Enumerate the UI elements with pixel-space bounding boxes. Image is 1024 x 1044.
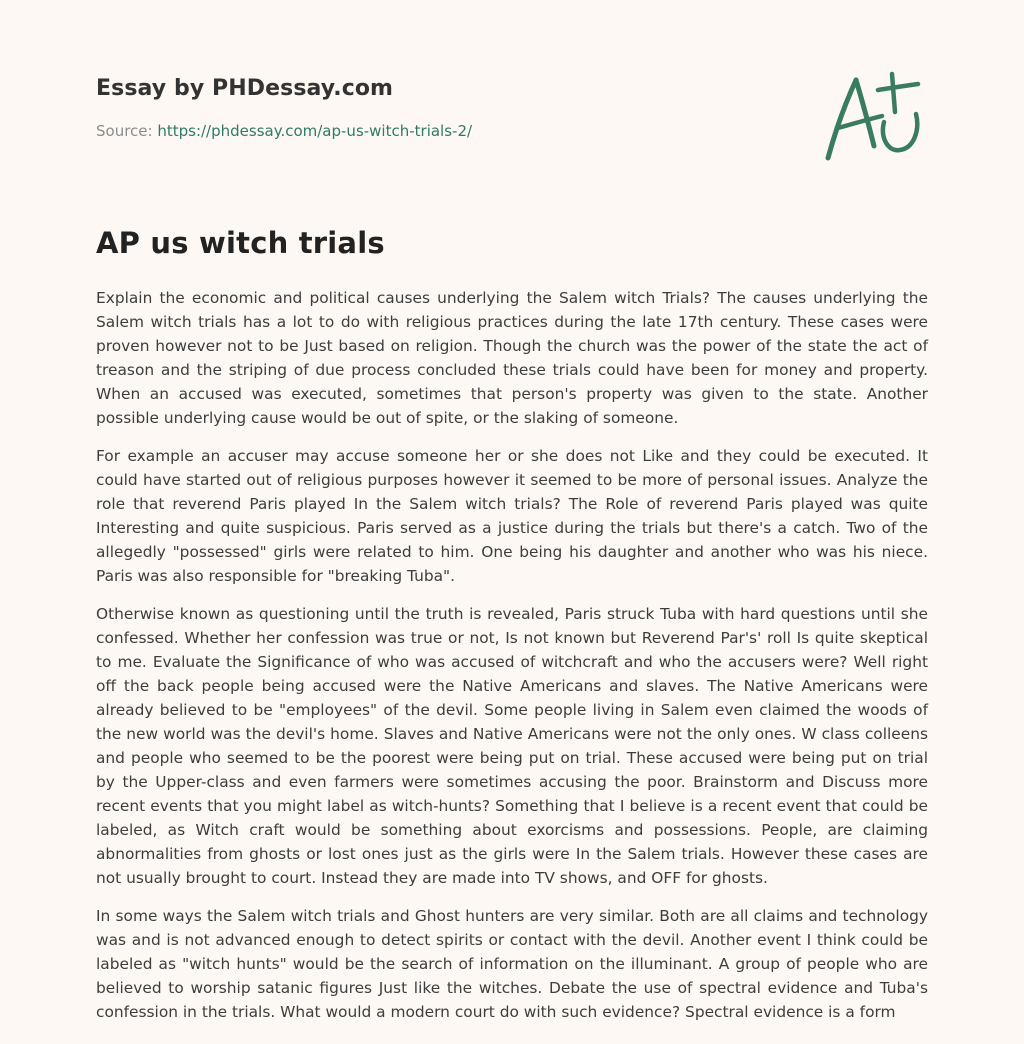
essay-paragraph-1: Explain the economic and political causes underlying the Salem witch Trials? The causes underlying the Salem witch trials has a lot to do with religious practices during the late 17th century. These cases were proven however not to be Just based on religion. Though the church was the power of the state the act of treason and the striping of due process concluded these trials could have been for money and property. When an accused was executed, sometimes that person's property was given to the state. Another possible underlying cause would be out of spite, or the slaking of someone.	[96, 289, 928, 427]
essay-body	[96, 286, 928, 1038]
document-header	[96, 76, 696, 140]
source-label: Source:	[96, 122, 158, 140]
essay-paragraph-2: For example an accuser may accuse someone her or she does not Like and they could be executed. It could have started out of religious purposes however it seemed to be more of personal issues. Analyze the role that reverend Paris played In the Salem witch trials? The Role of reverend Paris played was quite Interesting and quite suspicious. Paris served as a justice during the trials but there's a catch. Two of the allegedly "possessed" girls were related to him. One being his daughter and another who was his niece. Paris was also responsible for "breaking Tuba".	[96, 447, 928, 585]
source-line	[96, 122, 696, 140]
source-link[interactable]: https://phdessay.com/ap-us-witch-trials-2/	[157, 122, 473, 140]
a-plus-logo-icon	[818, 66, 930, 166]
essay-title: AP us witch trials	[96, 226, 385, 260]
essay-paragraph-3: Otherwise known as questioning until the truth is revealed, Paris struck Tuba with hard questions until she confessed. Whether her confession was true or not, Is not known but Reverend Par's' roll Is quite skeptical to me. Evaluate the Significance of who was accused of witchcraft and who the accusers were? Well right off the back people being accused were the Native Americans and slaves. The Native Americans were already believed to be "employees" of the devil. Some people living in Salem even claimed the woods of the new world was the devil's home. Slaves and Native Americans were not the only ones. W class colleens and people who seemed to be the poorest were being put on trial. These accused were being put on trial by the Upper-class and even farmers were sometimes accusing the poor. Brainstorm and Discuss more recent events that you might label as witch-hunts? Something that I believe is a recent event that could be labeled, as Witch craft would be something about exorcisms and possessions. People, are claiming abnormalities from ghosts or lost ones just as the girls were In the Salem trials. However these cases are not usually brought to court. Instead they are made into TV shows, and OFF for ghosts.	[96, 605, 928, 887]
brand-name: Essay by PHDessay.com	[96, 76, 394, 101]
essay-paragraph-4: In some ways the Salem witch trials and Ghost hunters are very similar. Both are all claims and technology was and is not advanced enough to detect spirits or contact with the devil. Another event I think could be labeled as "witch hunts" would be the search of information on the illuminant. A group of people who are believed to worship satanic figures Just like the witches. Debate the use of spectral evidence and Tuba's confession in the trials. What would a modern court do with such evidence? Spectral evidence is a form	[96, 907, 928, 1021]
